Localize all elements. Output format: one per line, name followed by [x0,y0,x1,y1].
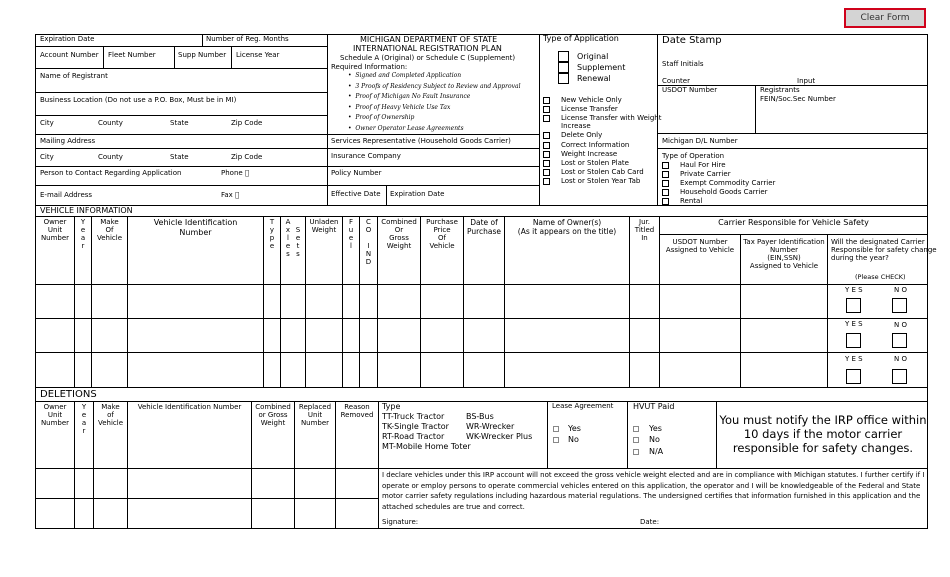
irp-title: INTERNATIONAL REGISTRATION PLAN [353,44,502,53]
registrant-name-label: Name of Registrant [40,72,108,80]
private-carrier-checkbox[interactable] [662,171,669,178]
axle-sets-header: S e t s [295,226,301,258]
clear-form-button[interactable]: Clear Form [844,8,926,28]
supplement-label: Supplement [577,63,626,72]
combined-weight-header: Combined Or Gross Weight [381,218,417,250]
date-stamp-title: Date Stamp [662,35,722,46]
private-carrier-label: Private Carrier [680,170,731,178]
make-header: Make Of Vehicle [96,218,123,242]
vehicle-info-title: VEHICLE INFORMATION [40,206,133,215]
rental-checkbox[interactable] [662,198,669,205]
owner-unit-header: Owner Unit Number [40,218,70,242]
original-checkbox[interactable] [558,51,569,62]
counter-label: Counter [662,77,690,85]
taxpayer-header: Tax Payer Identification Number (EIN,SSN) Assigned to Vehicle [743,238,825,270]
fax-label: Fax ⃝ [221,191,240,199]
row1-yes-checkbox[interactable] [846,298,861,313]
del-owner-unit-header: Owner Unit Number [40,403,70,427]
mailing-address-label: Mailing Address [40,137,96,145]
list-item: • 3 Proofs of Residency Subject to Review and Approval [348,82,521,90]
row3-no-checkbox[interactable] [892,369,907,384]
fuel-header: F u e l [348,218,354,250]
contact-person-label: Person to Contact Regarding Application [40,169,182,177]
correct-info-label: Correct Information [561,141,630,149]
renewal-label: Renewal [577,74,611,83]
policy-expiration-label: Expiration Date [390,190,445,198]
supplement-checkbox[interactable] [558,62,569,73]
hvut-na-checkbox[interactable] [633,449,639,455]
lost-cab-card-label: Lost or Stolen Cab Card [561,168,644,176]
del-combined-header: Combined or Gross Weight [255,403,291,427]
row3-yes-checkbox[interactable] [846,369,861,384]
delete-only-checkbox[interactable] [543,132,550,139]
usdot-assigned-header: USDOT Number Assigned to Vehicle [665,238,735,254]
yes-label: Y E S [845,355,863,363]
lost-plate-checkbox[interactable] [543,160,550,167]
account-number-label: Account Number [40,51,99,59]
year-header: Y e a r [80,218,86,250]
del-make-header: Make of Vehicle [97,403,124,427]
license-year-label: License Year [236,51,280,59]
axles-header: A x l e s [285,218,291,258]
city-label: City [40,119,54,127]
no-label: N O [894,321,907,329]
row2-yes-checkbox[interactable] [846,333,861,348]
required-info-list [348,72,521,136]
household-goods-checkbox[interactable] [662,189,669,196]
no-label: N O [894,286,907,294]
original-label: Original [577,52,609,61]
safety-notice: You must notify the IRP office within 10 days if the motor carrier responsible for safety changes. [719,413,927,455]
lost-year-tab-checkbox[interactable] [543,178,550,185]
carrier-responsible-title: Carrier Responsible for Vehicle Safety [718,218,869,227]
dept-title: MICHIGAN DEPARTMENT OF STATE [360,35,498,44]
registrants-label: Registrants [760,86,800,94]
staff-initials-label: Staff Initials [662,60,704,68]
transfer-weight-checkbox[interactable] [543,115,550,122]
vin-header: Vehicle Identification Number [153,218,238,237]
supp-number-label: Supp Number [178,51,227,59]
renewal-checkbox[interactable] [558,73,569,84]
expiration-date-label: Expiration Date [40,35,95,43]
del-replaced-header: Replaced Unit Number [298,403,332,427]
new-vehicle-checkbox[interactable] [543,97,550,104]
license-transfer-label: License Transfer [561,105,618,113]
hvut-yes-label: Yes [649,424,662,433]
policy-number-label: Policy Number [331,169,382,177]
delete-only-label: Delete Only [561,131,603,139]
email-label: E-mail Address [40,191,93,199]
new-vehicle-label: New Vehicle Only [561,96,622,104]
signature-label: Signature: [382,518,419,526]
hvut-yes-checkbox[interactable] [633,426,639,432]
business-location-label: Business Location (Do not use a P.O. Box, Must be in MI) [40,96,237,104]
mailing-state-label: State [170,153,189,161]
designated-carrier-header: Will the designated Carrier Responsible for safety change during the year? [831,238,937,262]
please-check-label: (Please CHECK) [855,273,906,281]
fleet-number-label: Fleet Number [108,51,156,59]
usdot-label: USDOT Number [662,86,718,94]
type-codes-title: Type [382,402,401,411]
hvut-paid-title: HVUT Paid [633,402,675,411]
list-item: • Owner Operator Lease Agreements [348,124,464,132]
list-item: • Proof of Ownership [348,114,415,122]
hvut-no-checkbox[interactable] [633,437,639,443]
rental-label: Rental [680,197,703,205]
type-of-application-title: Type of Application [543,34,619,43]
purchase-price-header: Purchase Price Of Vehicle [426,218,458,250]
list-item: • Signed and Completed Application [348,72,462,79]
mailing-county-label: County [98,153,123,161]
insurance-company-label: Insurance Company [331,152,401,160]
state-label: State [170,119,189,127]
no-label: N O [894,355,907,363]
fein-label: FEIN/Soc.Sec Number [760,95,836,103]
phone-label: Phone ⃝ [221,169,250,177]
hvut-na-label: N/A [649,447,664,456]
effective-date-label: Effective Date [331,190,381,198]
zip-label: Zip Code [231,119,263,127]
reg-months-label: Number of Reg. Months [206,35,289,43]
lease-agreement-title: Lease Agreement [552,402,614,410]
type-header: T y p e [269,218,275,250]
jur-titled-header: Jur. Titled In [634,218,655,242]
del-reason-header: Reason Removed [340,403,374,419]
county-label: County [98,119,123,127]
declaration-text: I declare vehicles under this IRP account will not exceed the gross vehicle weight elected and are in compliance with Michigan statutes. I further certify if I operate or employ persons to operate commercial vehicles entered on this application, the operator and I will be knowledgeable of the Federal and State motor carrier safety regulations including hazardous material regulations. The undersigned certifies that information furnished in this application and the attached schedules are true and correct. [382,471,925,511]
haul-for-hire-label: Haul For Hire [680,161,726,169]
del-vin-header: Vehicle Identification Number [137,403,242,411]
hvut-no-label: No [649,435,660,444]
exempt-commodity-label: Exempt Commodity Carrier [680,179,776,187]
weight-increase-checkbox[interactable] [543,151,550,158]
lost-cab-card-checkbox[interactable] [543,169,550,176]
haul-for-hire-checkbox[interactable] [662,162,669,169]
michigan-dl-label: Michigan D/L Number [662,137,738,145]
deletions-title: DELETIONS [40,389,97,400]
del-year-header: Y e a r [81,403,87,435]
services-rep-label: Services Representative (Household Goods Carrier) [331,137,511,145]
yes-label: Y E S [845,320,863,328]
lease-no-label: No [568,435,579,444]
list-item: • Proof of Michigan No Fault Insurance [348,93,471,101]
input-label: Input [797,77,816,85]
yes-label: Y E S [845,286,863,294]
lease-yes-label: Yes [568,424,581,433]
exempt-commodity-checkbox[interactable] [662,180,669,187]
coind-header: C O I N D [365,218,372,266]
license-transfer-checkbox[interactable] [543,106,550,113]
unladen-header: Unladen Weight [309,218,339,234]
mailing-city-label: City [40,153,54,161]
type-codes-right: BS-Bus WR-Wrecker WK-Wrecker Plus [466,412,533,441]
date-purchase-header: Date of Purchase [466,218,502,236]
required-info-label: Required Information: [331,63,408,71]
correct-info-checkbox[interactable] [543,142,550,149]
schedule-label: Schedule A (Original) or Schedule C (Supplement) [340,54,516,62]
household-goods-label: Household Goods Carrier [680,188,768,196]
type-of-operation-label: Type of Operation [662,152,725,160]
date-label: Date: [640,518,660,526]
row1-no-checkbox[interactable] [892,298,907,313]
weight-increase-label: Weight Increase [561,150,618,158]
mailing-zip-label: Zip Code [231,153,263,161]
lost-plate-label: Lost or Stolen Plate [561,159,629,167]
owner-names-header: Name of Owner(s) (As it appears on the title) [517,218,617,236]
lease-no-checkbox[interactable] [553,437,559,443]
lost-year-tab-label: Lost or Stolen Year Tab [561,177,641,185]
row2-no-checkbox[interactable] [892,333,907,348]
lease-yes-checkbox[interactable] [553,426,559,432]
type-codes-left: TT-Truck Tractor TK-Single Tractor RT-Road Tractor MT-Mobile Home Toter [382,412,471,451]
transfer-weight-label-cont: Increase [561,122,591,130]
transfer-weight-label: License Transfer with Weight [561,114,662,122]
list-item: • Proof of Heavy Vehicle Use Tax [348,103,451,111]
